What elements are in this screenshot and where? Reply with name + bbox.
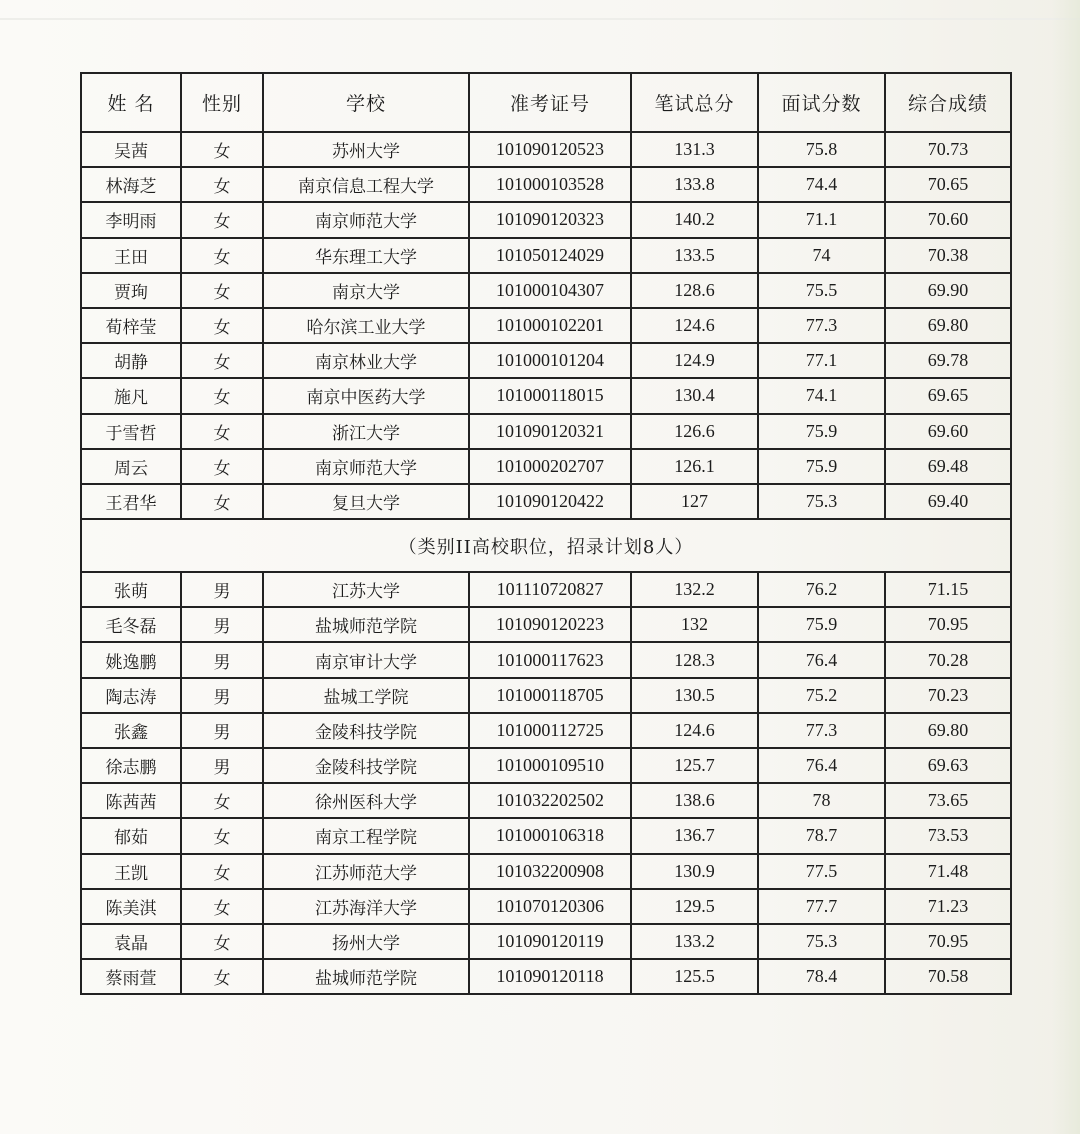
cell-exam-id: 101090120323	[469, 202, 631, 237]
cell-written-score: 136.7	[631, 818, 758, 853]
cell-name: 王凯	[81, 854, 181, 889]
cell-total-score: 69.63	[885, 748, 1011, 783]
table-row	[81, 818, 1011, 853]
cell-exam-id: 101000118705	[469, 678, 631, 713]
cell-written-score: 133.5	[631, 238, 758, 273]
cell-school: 华东理工大学	[263, 238, 469, 273]
cell-total-score: 70.73	[885, 132, 1011, 167]
cell-interview-score: 75.9	[758, 414, 885, 449]
cell-school: 苏州大学	[263, 132, 469, 167]
cell-gender: 女	[181, 238, 263, 273]
table-row	[81, 924, 1011, 959]
cell-name: 姚逸鹏	[81, 642, 181, 677]
cell-exam-id: 101000103528	[469, 167, 631, 202]
cell-name: 林海芝	[81, 167, 181, 202]
table-row	[81, 378, 1011, 413]
table-row	[81, 607, 1011, 642]
cell-exam-id: 101000106318	[469, 818, 631, 853]
cell-exam-id: 101000101204	[469, 343, 631, 378]
table-row	[81, 273, 1011, 308]
cell-total-score: 71.48	[885, 854, 1011, 889]
cell-total-score: 71.23	[885, 889, 1011, 924]
cell-interview-score: 78.7	[758, 818, 885, 853]
cell-total-score: 69.80	[885, 713, 1011, 748]
cell-name: 贾珣	[81, 273, 181, 308]
cell-written-score: 124.6	[631, 713, 758, 748]
cell-gender: 女	[181, 959, 263, 994]
cell-gender: 男	[181, 678, 263, 713]
cell-school: 盐城师范学院	[263, 959, 469, 994]
cell-school: 盐城工学院	[263, 678, 469, 713]
cell-school: 金陵科技学院	[263, 713, 469, 748]
cell-name: 吴茜	[81, 132, 181, 167]
cell-name: 毛冬磊	[81, 607, 181, 642]
table-row	[81, 748, 1011, 783]
cell-name: 陶志涛	[81, 678, 181, 713]
cell-total-score: 69.60	[885, 414, 1011, 449]
cell-interview-score: 75.3	[758, 484, 885, 519]
cell-gender: 女	[181, 924, 263, 959]
section-row	[81, 519, 1011, 572]
cell-written-score: 131.3	[631, 132, 758, 167]
cell-school: 南京师范大学	[263, 202, 469, 237]
cell-school: 江苏师范大学	[263, 854, 469, 889]
header-name: 姓 名	[81, 73, 181, 132]
cell-school: 南京林业大学	[263, 343, 469, 378]
cell-interview-score: 77.7	[758, 889, 885, 924]
table-row	[81, 889, 1011, 924]
cell-school: 南京中医药大学	[263, 378, 469, 413]
cell-written-score: 126.1	[631, 449, 758, 484]
cell-school: 哈尔滨工业大学	[263, 308, 469, 343]
table-row	[81, 484, 1011, 519]
cell-school: 徐州医科大学	[263, 783, 469, 818]
cell-exam-id: 101090120119	[469, 924, 631, 959]
cell-written-score: 129.5	[631, 889, 758, 924]
cell-written-score: 133.8	[631, 167, 758, 202]
cell-name: 于雪哲	[81, 414, 181, 449]
cell-name: 蔡雨萱	[81, 959, 181, 994]
cell-total-score: 70.23	[885, 678, 1011, 713]
cell-interview-score: 75.5	[758, 273, 885, 308]
cell-name: 徐志鹏	[81, 748, 181, 783]
cell-interview-score: 76.4	[758, 642, 885, 677]
cell-exam-id: 101090120523	[469, 132, 631, 167]
cell-interview-score: 71.1	[758, 202, 885, 237]
cell-school: 南京大学	[263, 273, 469, 308]
cell-exam-id: 101110720827	[469, 572, 631, 607]
cell-exam-id: 101090120321	[469, 414, 631, 449]
cell-school: 复旦大学	[263, 484, 469, 519]
cell-interview-score: 78.4	[758, 959, 885, 994]
cell-total-score: 70.65	[885, 167, 1011, 202]
cell-total-score: 70.60	[885, 202, 1011, 237]
cell-exam-id: 101000118015	[469, 378, 631, 413]
cell-name: 郁茹	[81, 818, 181, 853]
cell-gender: 女	[181, 414, 263, 449]
table-row	[81, 343, 1011, 378]
header-total-score: 综合成绩	[885, 73, 1011, 132]
cell-interview-score: 77.3	[758, 308, 885, 343]
header-written-score: 笔试总分	[631, 73, 758, 132]
table-row	[81, 167, 1011, 202]
cell-gender: 男	[181, 713, 263, 748]
cell-interview-score: 77.5	[758, 854, 885, 889]
cell-total-score: 73.53	[885, 818, 1011, 853]
cell-total-score: 69.90	[885, 273, 1011, 308]
cell-gender: 女	[181, 378, 263, 413]
cell-written-score: 128.6	[631, 273, 758, 308]
cell-interview-score: 77.1	[758, 343, 885, 378]
cell-school: 南京审计大学	[263, 642, 469, 677]
table-row	[81, 854, 1011, 889]
cell-gender: 女	[181, 202, 263, 237]
cell-gender: 女	[181, 343, 263, 378]
cell-written-score: 125.5	[631, 959, 758, 994]
cell-gender: 女	[181, 783, 263, 818]
cell-total-score: 71.15	[885, 572, 1011, 607]
table-row	[81, 713, 1011, 748]
cell-total-score: 69.65	[885, 378, 1011, 413]
cell-total-score: 70.28	[885, 642, 1011, 677]
cell-interview-score: 75.2	[758, 678, 885, 713]
cell-interview-score: 78	[758, 783, 885, 818]
cell-gender: 女	[181, 818, 263, 853]
cell-gender: 女	[181, 308, 263, 343]
cell-exam-id: 101000202707	[469, 449, 631, 484]
cell-written-score: 132	[631, 607, 758, 642]
cell-total-score: 70.95	[885, 607, 1011, 642]
cell-gender: 男	[181, 607, 263, 642]
table-row	[81, 132, 1011, 167]
table-row	[81, 783, 1011, 818]
table-row	[81, 572, 1011, 607]
cell-interview-score: 75.8	[758, 132, 885, 167]
cell-written-score: 125.7	[631, 748, 758, 783]
cell-exam-id: 101032202502	[469, 783, 631, 818]
cell-written-score: 130.4	[631, 378, 758, 413]
cell-total-score: 69.80	[885, 308, 1011, 343]
cell-gender: 女	[181, 889, 263, 924]
cell-written-score: 132.2	[631, 572, 758, 607]
cell-name: 张鑫	[81, 713, 181, 748]
cell-school: 浙江大学	[263, 414, 469, 449]
cell-total-score: 69.40	[885, 484, 1011, 519]
cell-exam-id: 101090120223	[469, 607, 631, 642]
cell-interview-score: 75.3	[758, 924, 885, 959]
cell-name: 周云	[81, 449, 181, 484]
cell-gender: 男	[181, 748, 263, 783]
cell-gender: 男	[181, 642, 263, 677]
cell-written-score: 130.5	[631, 678, 758, 713]
cell-school: 盐城师范学院	[263, 607, 469, 642]
group2-body	[81, 572, 1011, 994]
cell-exam-id: 101000117623	[469, 642, 631, 677]
cell-exam-id: 101090120422	[469, 484, 631, 519]
cell-written-score: 128.3	[631, 642, 758, 677]
header-school: 学校	[263, 73, 469, 132]
cell-written-score: 138.6	[631, 783, 758, 818]
cell-exam-id: 101000104307	[469, 273, 631, 308]
cell-gender: 女	[181, 854, 263, 889]
cell-exam-id: 101032200908	[469, 854, 631, 889]
cell-exam-id: 101000102201	[469, 308, 631, 343]
cell-interview-score: 75.9	[758, 449, 885, 484]
cell-written-score: 133.2	[631, 924, 758, 959]
cell-school: 金陵科技学院	[263, 748, 469, 783]
cell-written-score: 126.6	[631, 414, 758, 449]
cell-total-score: 69.48	[885, 449, 1011, 484]
table-row	[81, 642, 1011, 677]
cell-school: 南京信息工程大学	[263, 167, 469, 202]
cell-interview-score: 77.3	[758, 713, 885, 748]
cell-exam-id: 101090120118	[469, 959, 631, 994]
cell-interview-score: 75.9	[758, 607, 885, 642]
cell-school: 扬州大学	[263, 924, 469, 959]
cell-exam-id: 101070120306	[469, 889, 631, 924]
cell-exam-id: 101050124029	[469, 238, 631, 273]
cell-name: 陈茜茜	[81, 783, 181, 818]
cell-name: 袁晶	[81, 924, 181, 959]
cell-name: 李明雨	[81, 202, 181, 237]
cell-written-score: 130.9	[631, 854, 758, 889]
cell-name: 王君华	[81, 484, 181, 519]
table-header-row	[81, 73, 1011, 132]
cell-total-score: 73.65	[885, 783, 1011, 818]
table-row	[81, 449, 1011, 484]
scan-artifact-line	[0, 18, 1080, 20]
cell-name: 荀梓莹	[81, 308, 181, 343]
table-row	[81, 959, 1011, 994]
group1-body	[81, 132, 1011, 519]
cell-name: 施凡	[81, 378, 181, 413]
cell-total-score: 70.38	[885, 238, 1011, 273]
score-results-table	[80, 72, 1012, 995]
cell-total-score: 70.58	[885, 959, 1011, 994]
cell-interview-score: 76.4	[758, 748, 885, 783]
cell-gender: 女	[181, 132, 263, 167]
header-interview-score: 面试分数	[758, 73, 885, 132]
cell-interview-score: 76.2	[758, 572, 885, 607]
cell-written-score: 124.9	[631, 343, 758, 378]
header-gender: 性别	[181, 73, 263, 132]
cell-exam-id: 101000112725	[469, 713, 631, 748]
table-row	[81, 678, 1011, 713]
cell-gender: 女	[181, 167, 263, 202]
table-row	[81, 414, 1011, 449]
cell-exam-id: 101000109510	[469, 748, 631, 783]
cell-written-score: 124.6	[631, 308, 758, 343]
section-title: （类别II高校职位，招录计划8人）	[81, 519, 1011, 572]
table-row	[81, 238, 1011, 273]
page-edge-shadow	[1052, 0, 1080, 1134]
cell-interview-score: 74.4	[758, 167, 885, 202]
header-exam-id: 准考证号	[469, 73, 631, 132]
cell-interview-score: 74.1	[758, 378, 885, 413]
cell-total-score: 69.78	[885, 343, 1011, 378]
cell-name: 王田	[81, 238, 181, 273]
cell-school: 南京师范大学	[263, 449, 469, 484]
table-row	[81, 202, 1011, 237]
cell-school: 江苏海洋大学	[263, 889, 469, 924]
cell-name: 胡静	[81, 343, 181, 378]
section-divider	[81, 519, 1011, 572]
cell-written-score: 127	[631, 484, 758, 519]
table-row	[81, 308, 1011, 343]
cell-name: 陈美淇	[81, 889, 181, 924]
cell-gender: 男	[181, 572, 263, 607]
cell-gender: 女	[181, 484, 263, 519]
cell-gender: 女	[181, 449, 263, 484]
cell-gender: 女	[181, 273, 263, 308]
cell-school: 江苏大学	[263, 572, 469, 607]
cell-total-score: 70.95	[885, 924, 1011, 959]
cell-interview-score: 74	[758, 238, 885, 273]
cell-written-score: 140.2	[631, 202, 758, 237]
cell-school: 南京工程学院	[263, 818, 469, 853]
cell-name: 张萌	[81, 572, 181, 607]
